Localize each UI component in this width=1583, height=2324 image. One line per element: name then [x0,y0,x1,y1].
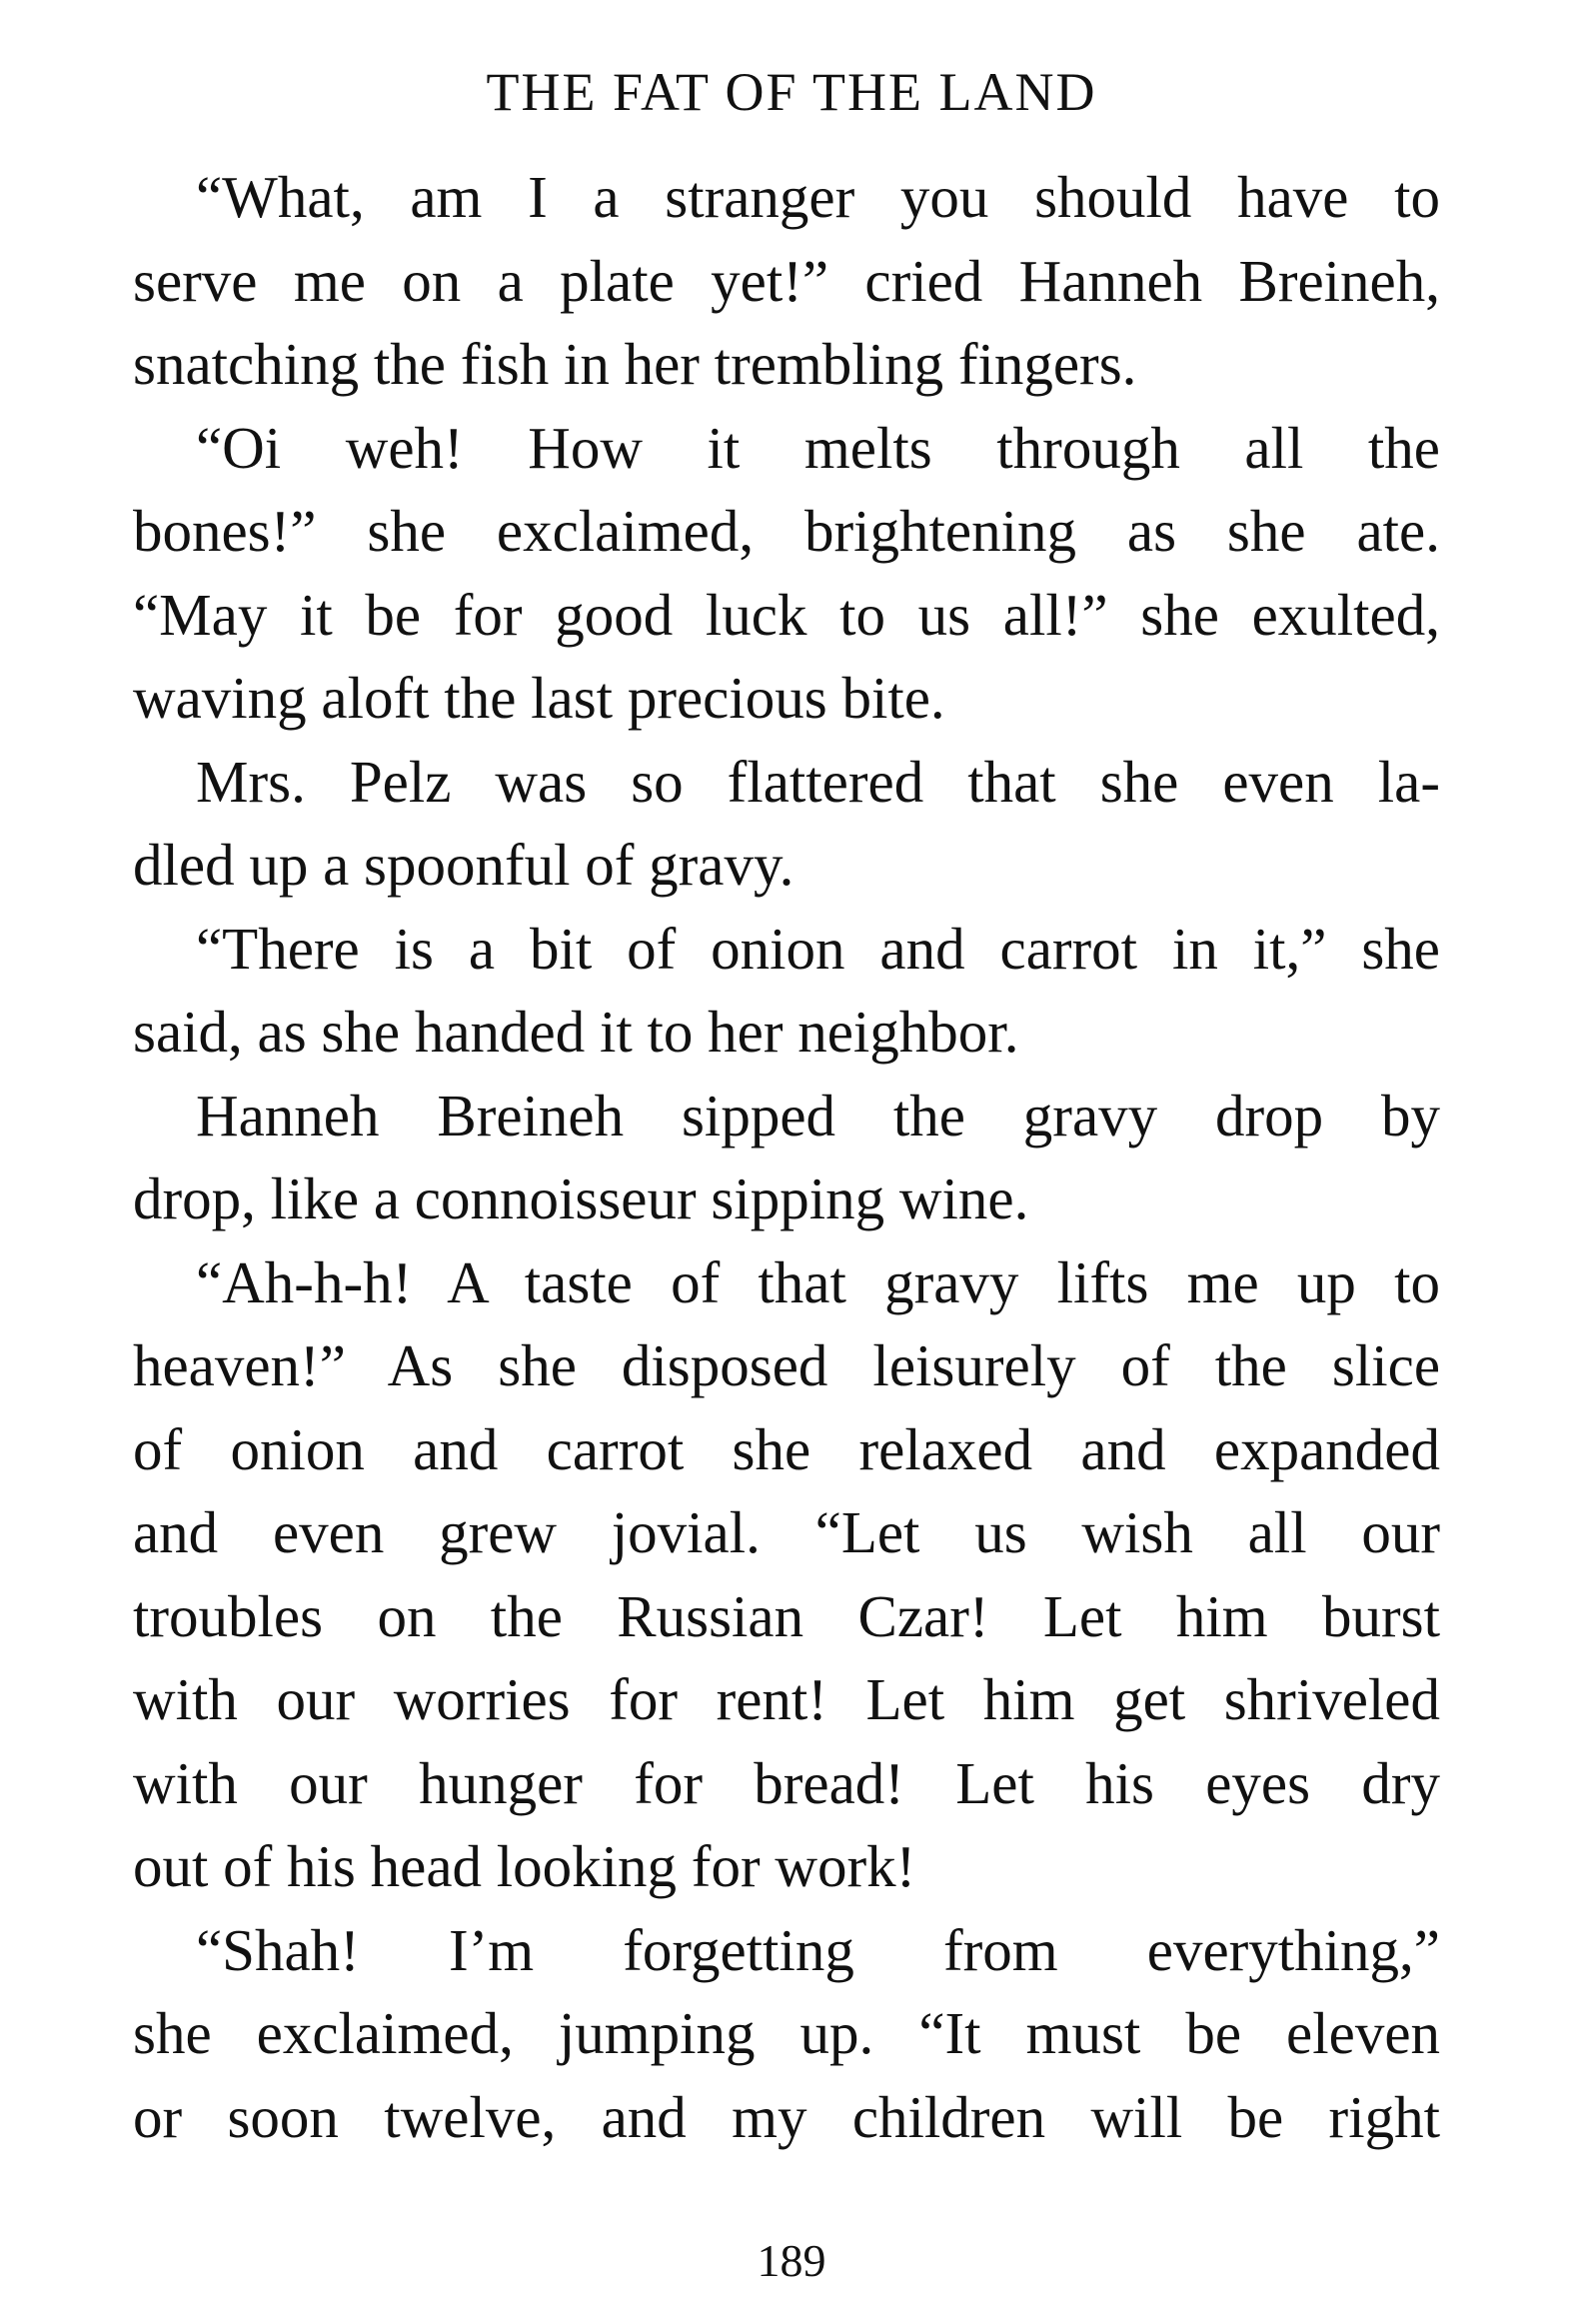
text-line: heaven!” As she disposed leisurely of the slice [133,1332,1440,1398]
text-line: with our worries for rent! Let him get shriveled [133,1666,1440,1732]
paragraph [133,908,1440,1075]
text-line: with our hunger for bread! Let his eyes dry [133,1749,1440,1816]
text-line: said, as she handed it to her neighbor. [133,999,1019,1065]
text-line: dled up a spoonful of gravy. [133,832,794,898]
body-text [133,156,1440,2159]
text-line: of onion and carrot she relaxed and expanded [133,1415,1440,1482]
paragraph [133,156,1440,407]
text-line: and even grew jovial. “Let us wish all our [133,1499,1440,1565]
text-line: “There is a bit of onion and carrot in it,” she [196,915,1440,982]
text-line: troubles on the Russian Czar! Let him burst [133,1582,1440,1649]
running-head: THE FAT OF THE LAND [486,62,1097,122]
paragraph [133,1241,1440,1909]
text-line: or soon twelve, and my children will be right [133,2083,1440,2150]
text-line: “Ah-h-h! A taste of that gravy lifts me up to [196,1248,1440,1315]
text-line: “Oi weh! How it melts through all the [196,414,1440,481]
text-line: Hanneh Breineh sipped the gravy drop by [196,1082,1440,1149]
text-line: “Shah! I’m forgetting from everything,” [196,1916,1440,1983]
text-line: bones!” she exclaimed, brightening as she ate. [133,498,1440,564]
text-line: she exclaimed, jumping up. “It must be eleven [133,2000,1440,2066]
paragraph [133,407,1440,741]
paragraph [133,1909,1440,2160]
text-line: “What, am I a stranger you should have to [196,164,1440,230]
text-line: drop, like a connoisseur sipping wine. [133,1165,1029,1231]
text-line: snatching the fish in her trembling fingers. [133,331,1137,397]
text-line: Mrs. Pelz was so flattered that she even la- [196,748,1440,815]
page-number: 189 [757,2235,826,2286]
text-line: “May it be for good luck to us all!” she exulted, [133,581,1440,648]
paragraph [133,1075,1440,1241]
text-line: out of his head looking for work! [133,1833,916,1899]
text-line: serve me on a plate yet!” cried Hanneh Breineh, [133,247,1440,314]
text-line: waving aloft the last precious bite. [133,665,945,731]
paragraph [133,741,1440,908]
